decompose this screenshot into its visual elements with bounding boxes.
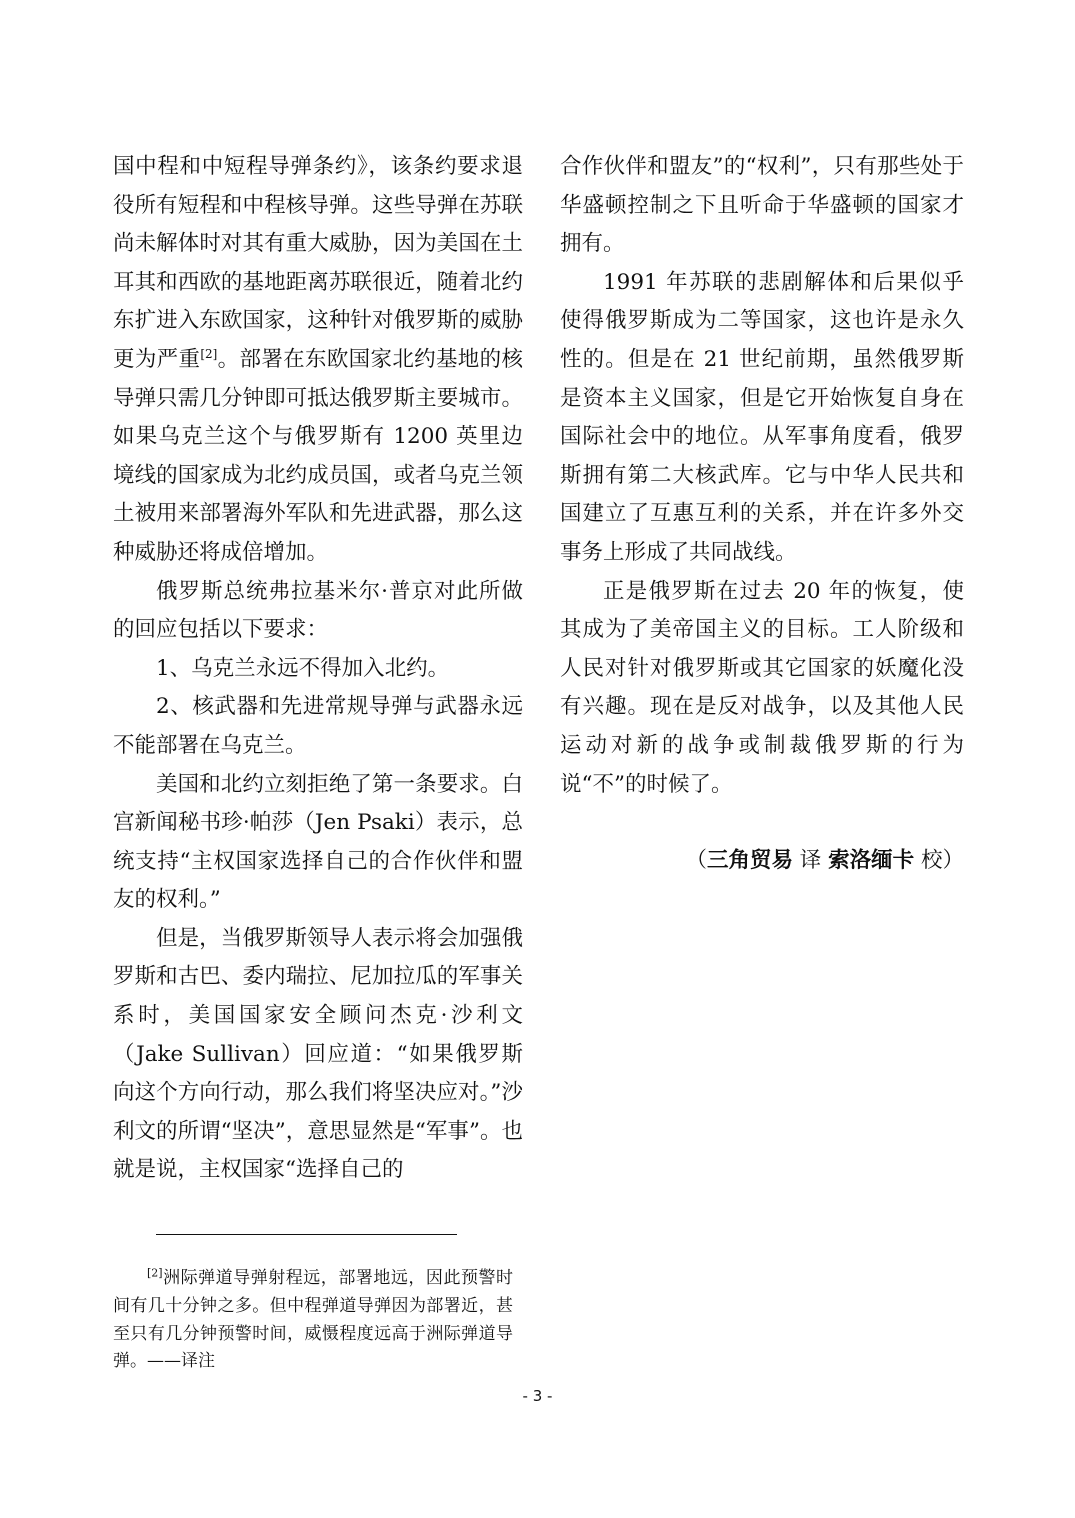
footnote-text: 洲际弹道导弹射程远，部署地远，因此预警时间有几十分钟之多。但中程弹道导弹因为部署近，甚至只有几分钟预警时间，威慑程度远高于洲际弹道导弹。——译注 bbox=[113, 1268, 513, 1372]
demand-item-1: 1、乌克兰永远不得加入北约。 bbox=[156, 655, 450, 681]
paragraph-continuation: 合作伙伴和盟友”的“权利”，只有那些处于华盛顿控制之下且听命于华盛顿的国家才拥有。 bbox=[560, 154, 964, 257]
paragraph-inf-treaty: 国中程和中短程导弹条约》，该条约要求退役所有短程和中程核导弹。这些导弹在苏联尚未解体时对其有重大威胁，因为美国在土耳其和西欧的基地距离苏联很近，随着北约东扩进入东欧国家，这种针对俄罗斯的威胁更为严重[2]。部署在东欧国家北约基地的核导弹只需几分钟即可抵达俄罗斯主要城市。如果乌克兰这个与俄罗斯有 1200 英里边境线的国家成为北约成员国，或者乌克兰领土被用来部署海外军队和先进武器，那么这种威胁还将成倍增加。 bbox=[113, 154, 523, 565]
demand-item-2: 2、核武器和先进常规导弹与武器永远不能部署在乌克兰。 bbox=[113, 694, 523, 758]
proofreader-name: 索洛缅卡 bbox=[828, 848, 915, 874]
paragraph-recovery: 正是俄罗斯在过去 20 年的恢复，使其成为了美帝国主义的目标。工人阶级和人民对针对俄罗斯或其它国家的妖魔化没有兴趣。现在是反对战争，以及其他人民运动对新的战争或制裁俄罗斯的行为说“不”的时候了。 bbox=[560, 578, 964, 797]
left-column bbox=[113, 148, 523, 1190]
translation-credit: （三角贸易 译 索洛缅卡 校） bbox=[685, 848, 964, 874]
footnote-marker: [2] bbox=[147, 1266, 163, 1280]
translator-name: 三角贸易 bbox=[706, 848, 793, 874]
footnote-divider bbox=[156, 1234, 457, 1235]
page-number: - 3 - bbox=[522, 1387, 553, 1405]
paragraph-1991: 1991 年苏联的悲剧解体和后果似乎使得俄罗斯成为二等国家，这也许是永久性的。但是在 21 世纪前期，虽然俄罗斯是资本主义国家，但是它开始恢复自身在国际社会中的地位。从军事角度看，俄罗斯拥有第二大核武库。它与中华人民共和国建立了互惠互利的关系，并在许多外交事务上形成了共同战线。 bbox=[560, 269, 964, 565]
right-column bbox=[560, 148, 964, 881]
footnote-ref[interactable]: [2] bbox=[200, 346, 218, 361]
paragraph-us-rejection: 美国和北约立刻拒绝了第一条要求。白宫新闻秘书珍·帕莎（Jen Psaki）表示，总统支持“主权国家选择自己的合作伙伴和盟友的权利。” bbox=[113, 771, 523, 913]
paragraph-sullivan: 但是，当俄罗斯领导人表示将会加强俄罗斯和古巴、委内瑞拉、尼加拉瓜的军事关系时，美国国家安全顾问杰克·沙利文（Jake Sullivan）回应道：“如果俄罗斯向这个方向行动，那么我们将坚决应对。”沙利文的所谓“坚决”，意思显然是“军事”。也就是说，主权国家“选择自己的 bbox=[113, 925, 523, 1183]
footnote bbox=[113, 1265, 513, 1376]
paragraph-putin-response: 俄罗斯总统弗拉基米尔·普京对此所做的回应包括以下要求： bbox=[113, 578, 523, 643]
